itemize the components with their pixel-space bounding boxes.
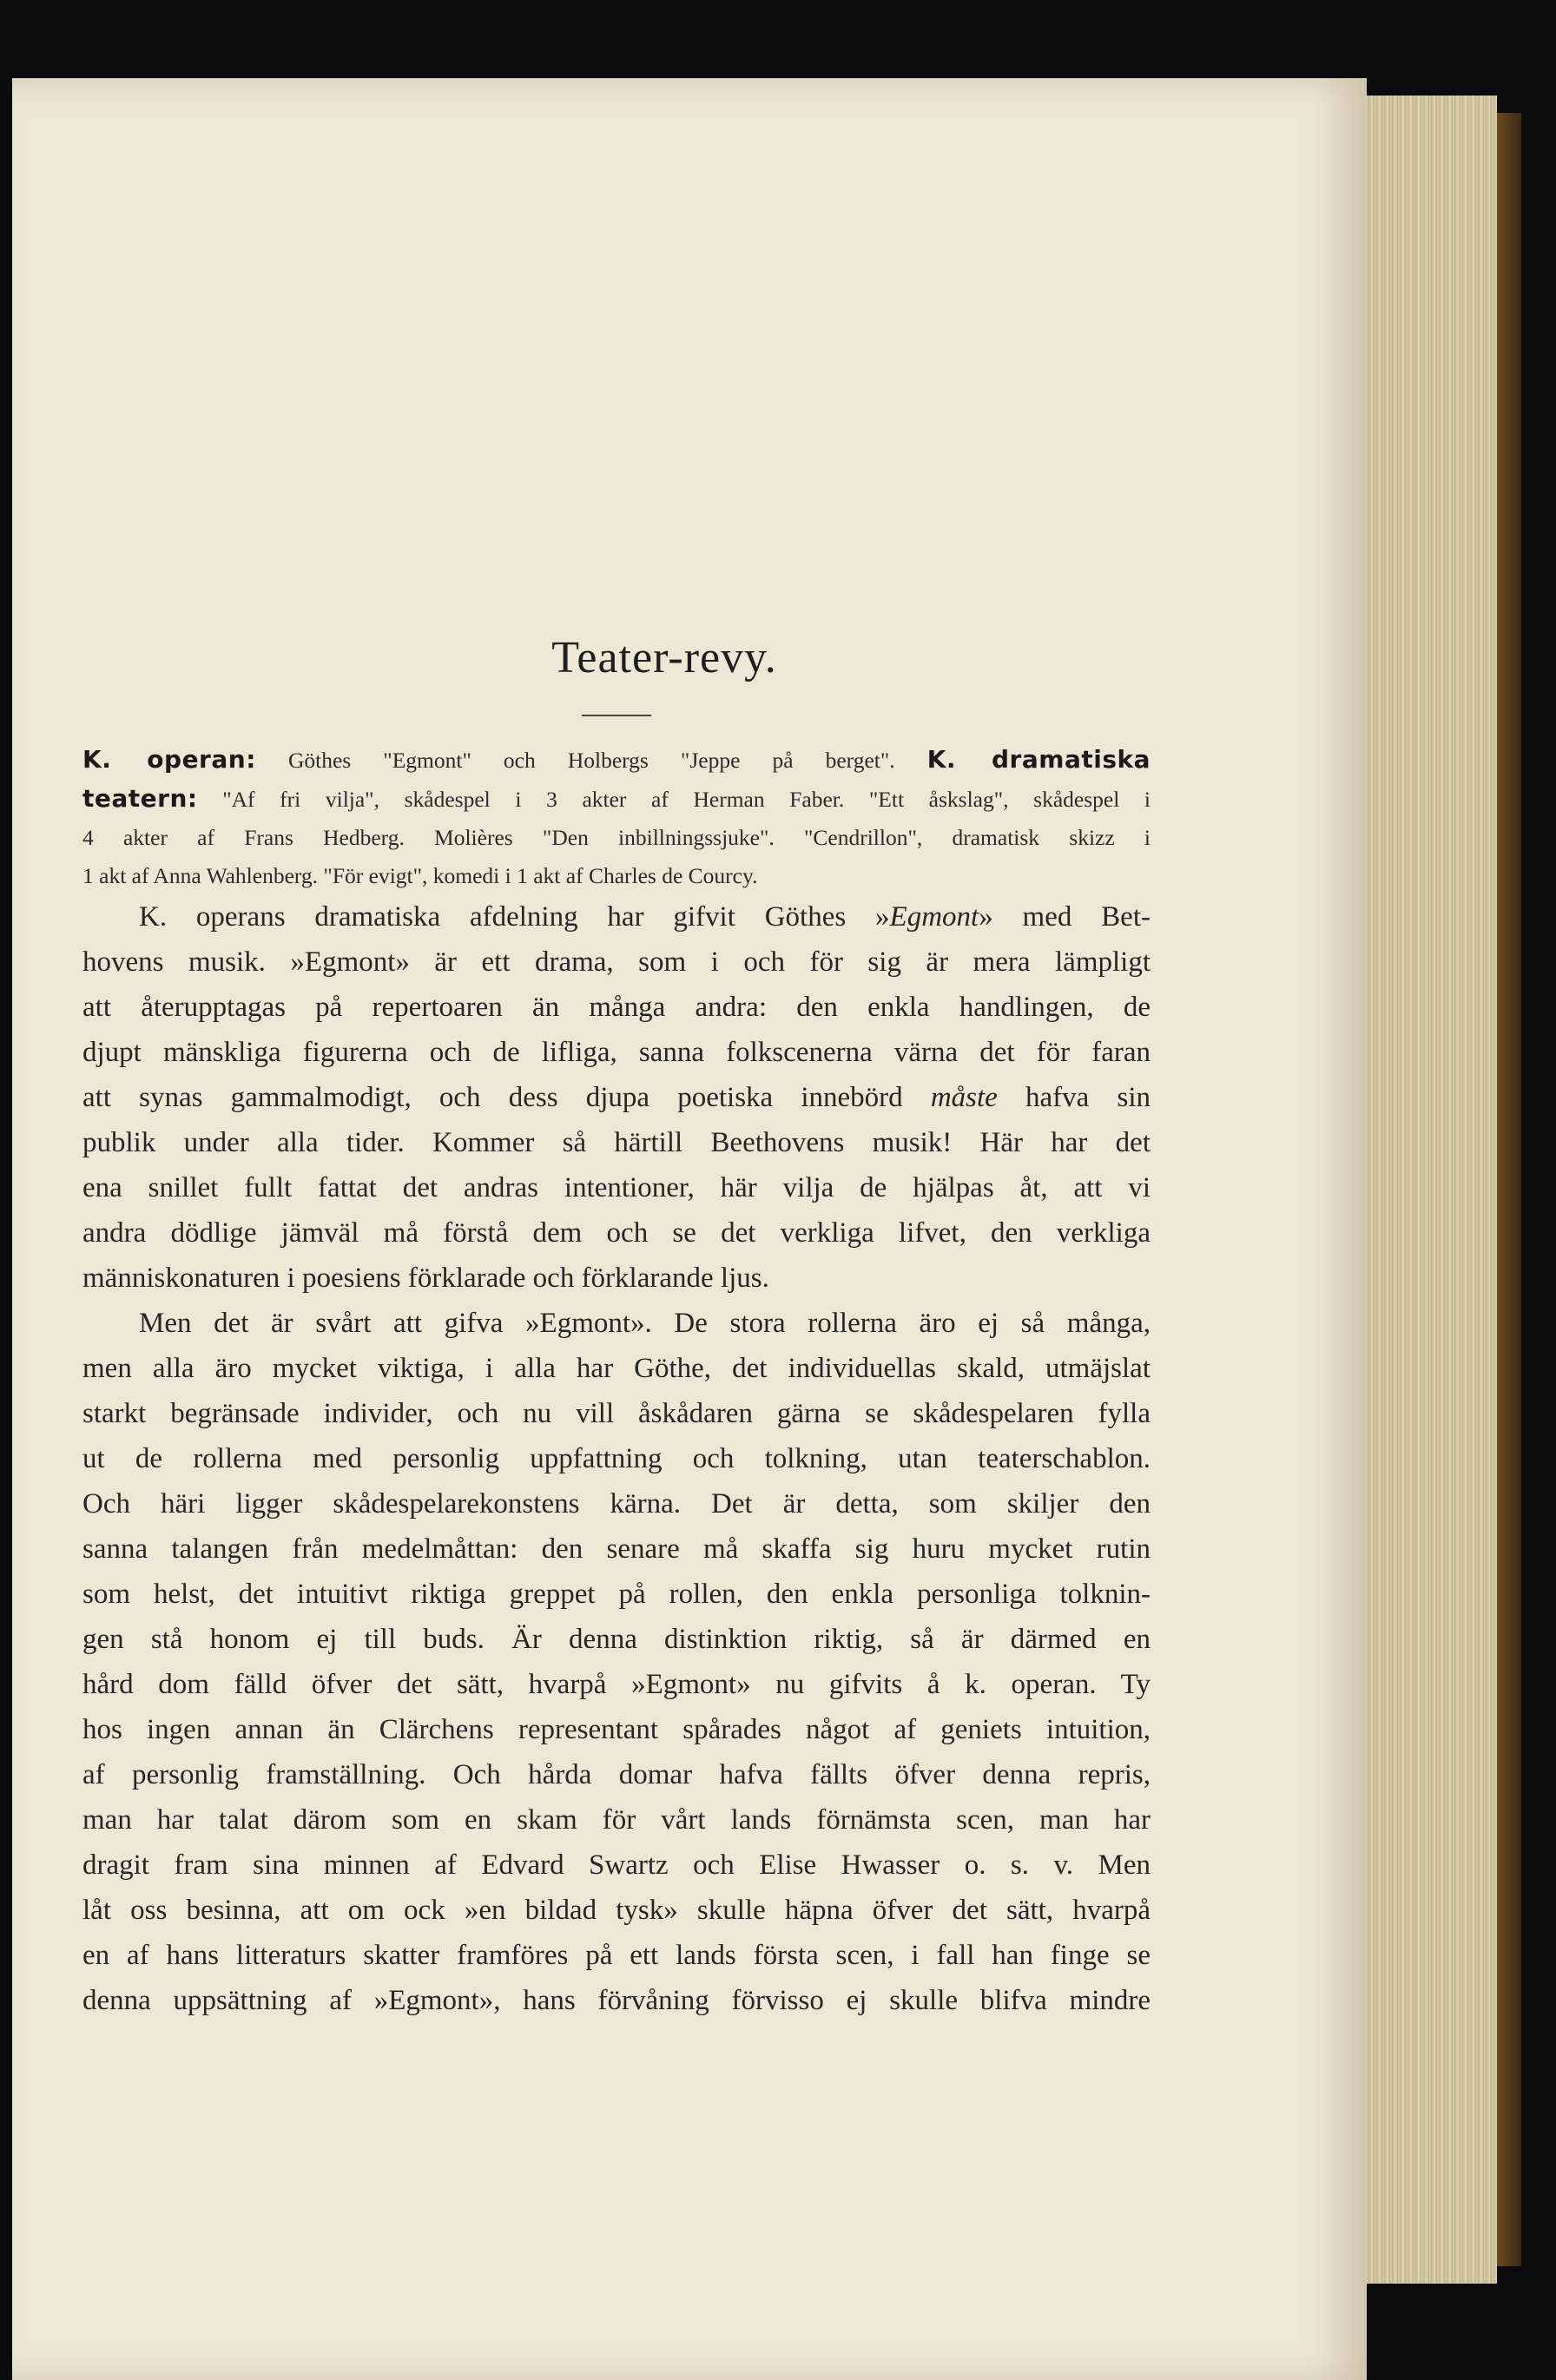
summary-line: 4 akter af Frans Hedberg. Molières "Den inbillningssjuke". "Cendrillon", dramatisk skizz i	[82, 825, 1151, 850]
summary-line	[82, 741, 1151, 780]
book-cover-edge	[1497, 113, 1521, 2266]
summary-line	[82, 780, 1151, 819]
text-line: hovens musik. »Egmont» är ett drama, som i och för sig är mera lämpligt	[82, 946, 1151, 978]
text-line: att återupptagas på repertoaren än många andra: den enkla handlingen, de	[82, 992, 1151, 1023]
text-line	[82, 1075, 1151, 1120]
text-line: denna uppsättning af »Egmont», hans förvåning förvisso ej skulle blifva mindre	[82, 1985, 1151, 2016]
text-span: hafva sin	[997, 1082, 1151, 1113]
text-span: att synas gammalmodigt, och dess djupa poetiska innebörd	[82, 1082, 931, 1113]
text-line: hos ingen annan än Clärchens representant spårades något af geniets intuition,	[82, 1714, 1151, 1745]
text-line: hård dom fälld öfver det sätt, hvarpå »Egmont» nu gifvits å k. operan. Ty	[82, 1669, 1151, 1700]
text-line: ut de rollerna med personlig uppfattning och tolkning, utan teaterschablon.	[82, 1443, 1151, 1474]
text-line: som helst, det intuitivt riktiga greppet på rollen, den enkla personliga tolknin-	[82, 1579, 1151, 1610]
text-line: ena snillet fullt fattat det andras intentioner, här vilja de hjälpas åt, att vi	[82, 1172, 1151, 1203]
text-line: gen stå honom ej till buds. Är denna distinktion riktig, så är därmed en	[82, 1624, 1151, 1655]
summary-line: 1 akt af Anna Wahlenberg. "För evigt", komedi i 1 akt af Charles de Courcy.	[82, 863, 758, 888]
text-line	[82, 894, 1151, 939]
title-divider	[582, 715, 651, 716]
text-span: K. operans dramatiska afdelning har gifvit Göthes »	[139, 901, 890, 933]
text-line: publik under alla tider. Kommer så härtill Beethovens musik! Här har det	[82, 1127, 1151, 1158]
section-label: K. dramatiska	[926, 745, 1151, 774]
text-line: Och häri ligger skådespelarekonstens kärna. Det är detta, som skiljer den	[82, 1488, 1151, 1520]
text-line: af personlig framställning. Och hårda domar hafva fällts öfver denna repris,	[82, 1759, 1151, 1790]
text-line: dragit fram sina minnen af Edvard Swartz och Elise Hwasser o. s. v. Men	[82, 1849, 1151, 1881]
italic-title: Egmont	[889, 901, 979, 933]
text-line: sanna talangen från medelmåttan: den senare må skaffa sig huru mycket rutin	[82, 1533, 1151, 1565]
text-line: låt oss besinna, att om ock »en bildad tysk» skulle häpna öfver det sätt, hvarpå	[82, 1895, 1151, 1926]
article-title: Teater-revy.	[551, 633, 777, 682]
repertoire-summary	[82, 741, 1151, 895]
text-line: människonaturen i poesiens förklarade och förklarande ljus.	[82, 1263, 769, 1294]
text-line: starkt begränsade individer, och nu vill åskådaren gärna se skådespelaren fylla	[82, 1398, 1151, 1429]
text-line: andra dödlige jämväl må förstå dem och se det verkliga lifvet, den verkliga	[82, 1217, 1151, 1249]
paragraph	[82, 1301, 1151, 2023]
section-label: teatern:	[82, 784, 198, 813]
summary-text: "Af fri vilja", skådespel i 3 akter af Herman Faber. "Ett åskslag", skådespel i	[197, 787, 1151, 812]
text-line: djupt mänskliga figurerna och de lifliga, sanna folkscenerna värna det för faran	[82, 1037, 1151, 1068]
section-label: K. operan:	[82, 745, 256, 774]
paragraph	[82, 894, 1151, 939]
article-body	[82, 894, 1151, 2023]
text-line: Men det är svårt att gifva »Egmont». De stora rollerna äro ej så många,	[139, 1308, 1151, 1339]
italic-word: måste	[930, 1082, 998, 1113]
page-edges	[1367, 96, 1497, 2284]
text-line: man har talat därom som en skam för vårt lands förnämsta scen, man har	[82, 1804, 1151, 1836]
text-line: men alla äro mycket viktiga, i alla har Göthe, det individuellas skald, utmäjslat	[82, 1353, 1151, 1384]
text-span: » med Bet-	[979, 901, 1151, 933]
text-line: en af hans litteraturs skatter framföres på ett lands första scen, i fall han finge se	[82, 1940, 1151, 1971]
paragraph-continued	[82, 939, 1151, 1301]
summary-text: Göthes "Egmont" och Holbergs "Jeppe på berget".	[255, 748, 927, 773]
